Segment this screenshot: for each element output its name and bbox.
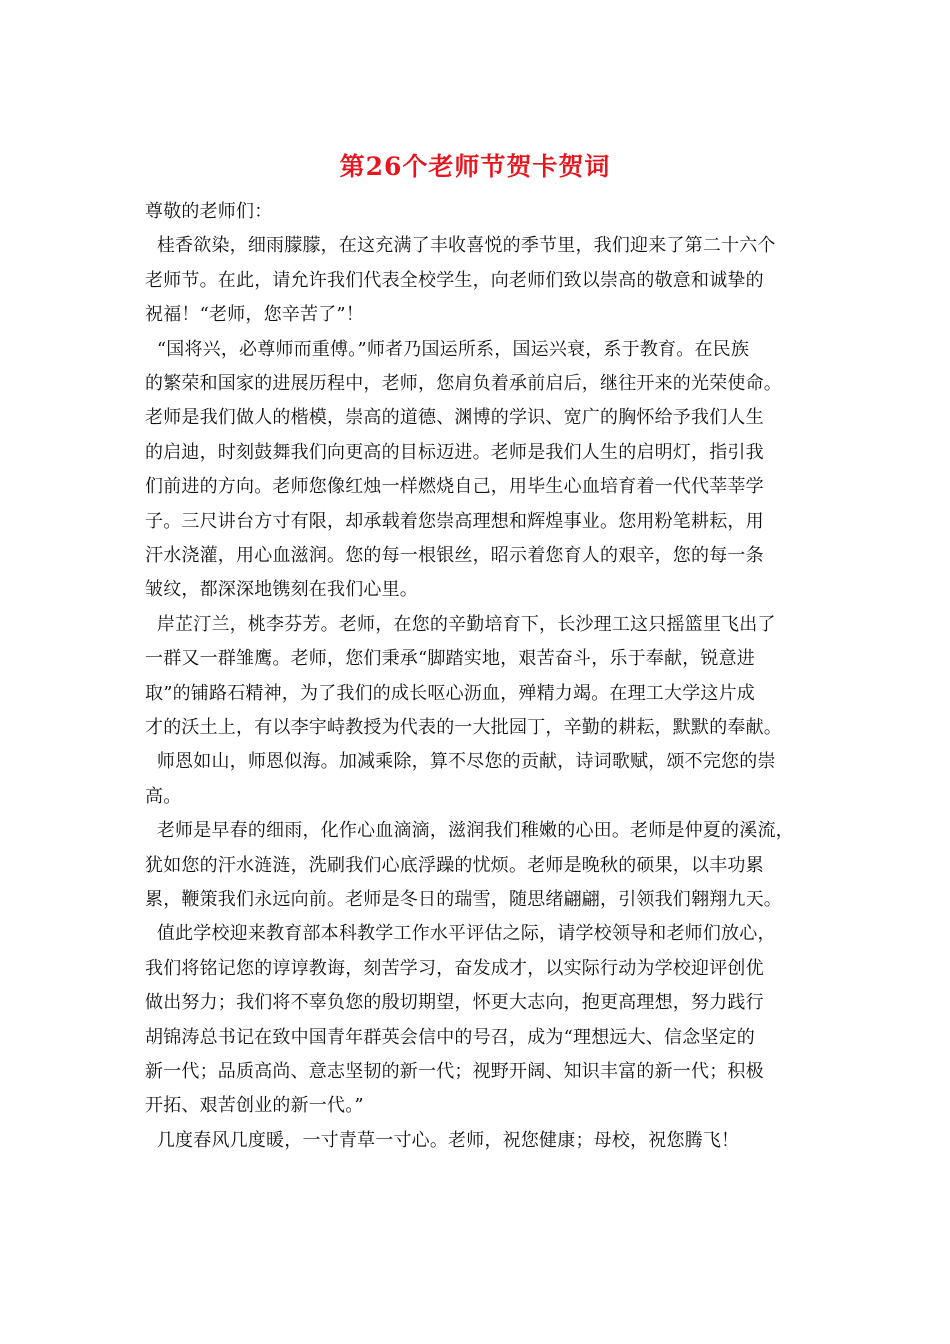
body-line: 取”的铺路石精神，为了我们的成长呕心沥血，殚精力竭。在理工大学这片成 xyxy=(145,682,755,704)
body-line: 一群又一群雏鹰。老师，您们秉承“脚踏实地，艰苦奋斗，乐于奉献，锐意进 xyxy=(145,648,755,670)
body-line: 累，鞭策我们永远向前。老师是冬日的瑞雪，随思绪翩翩，引领我们翱翔九天。 xyxy=(145,889,782,910)
body-line: 汗水浇灌，用心血滋润。您的每一根银丝，昭示着您育人的艰辛，您的每一条 xyxy=(145,545,764,566)
body-line: 老师是我们做人的楷模，崇高的道德、渊博的学识、宽广的胸怀给予我们人生 xyxy=(145,407,764,429)
body-line: 尊敬的老师们： xyxy=(145,201,273,222)
body-line: 子。三尺讲台方寸有限，却承载着您崇高理想和辉煌事业。您用粉笔耕耘，用 xyxy=(145,510,764,532)
body-line: 开拓、艰苦创业的新一代。” xyxy=(145,1095,364,1117)
body-line: 高。 xyxy=(145,785,182,807)
body-line: 新一代；品质高尚、意志坚韧的新一代；视野开阔、知识丰富的新一代；积极 xyxy=(145,1061,764,1082)
page-title: 第26个老师节贺卡贺词 xyxy=(339,152,611,181)
body-line: 祝福！“老师，您辛苦了”！ xyxy=(145,304,365,326)
body-line: 我们将铭记您的谆谆教诲，刻苦学习，奋发成才，以实际行动为学校迎评创优 xyxy=(145,957,764,979)
body-line: “国将兴，必尊师而重傅。”师者乃国运所系，国运兴衰，系于教育。在民族 xyxy=(145,338,750,360)
body-line: 皱纹，都深深地镌刻在我们心里。 xyxy=(145,579,418,601)
body-line: 师恩如山，师恩似海。加减乘除，算不尽您的贡献，诗词歌赋，颂不完您的崇 xyxy=(145,751,776,773)
body-line: 做出努力；我们将不辜负您的殷切期望，怀更大志向，抱更高理想，努力践行 xyxy=(145,992,764,1014)
body-line: 几度春风几度暖，一寸青草一寸心。老师，祝您健康；母校，祝您腾飞！ xyxy=(145,1129,740,1151)
body-line: 们前进的方向。老师您像红烛一样燃烧自己，用毕生心血培育着一代代莘莘学 xyxy=(145,476,764,498)
body-line: 的启迪，时刻鼓舞我们向更高的目标迈进。老师是我们人生的启明灯，指引我 xyxy=(145,441,764,463)
body-line: 岸芷汀兰，桃李芬芳。老师，在您的辛勤培育下，长沙理工这只摇篮里飞出了 xyxy=(145,613,776,635)
body-line: 胡锦涛总书记在致中国青年群英会信中的号召，成为“理想远大、信念坚定的 xyxy=(145,1026,755,1048)
body-line: 犹如您的汗水涟涟，洗刷我们心底浮躁的忧烦。老师是晚秋的硕果，以丰功累 xyxy=(145,854,764,876)
body-line: 才的沃土上，有以李宇峙教授为代表的一大批园丁，辛勤的耕耘，默默的奉献。 xyxy=(145,717,782,738)
body-line: 桂香欲染，细雨朦朦，在这充满了丰收喜悦的季节里，我们迎来了第二十六个 xyxy=(145,235,776,257)
body-line: 值此学校迎来教育部本科教学工作水平评估之际，请学校领导和老师们放心， xyxy=(145,923,776,945)
body-line: 老师节。在此，请允许我们代表全校学生，向老师们致以崇高的敬意和诚挚的 xyxy=(145,269,764,291)
body-line: 老师是早春的细雨，化作心血滴滴，滋润我们稚嫩的心田。老师是仲夏的溪流， xyxy=(145,820,794,842)
body-line: 的繁荣和国家的进展历程中，老师，您肩负着承前启后，继往开来的光荣使命。 xyxy=(145,373,782,394)
